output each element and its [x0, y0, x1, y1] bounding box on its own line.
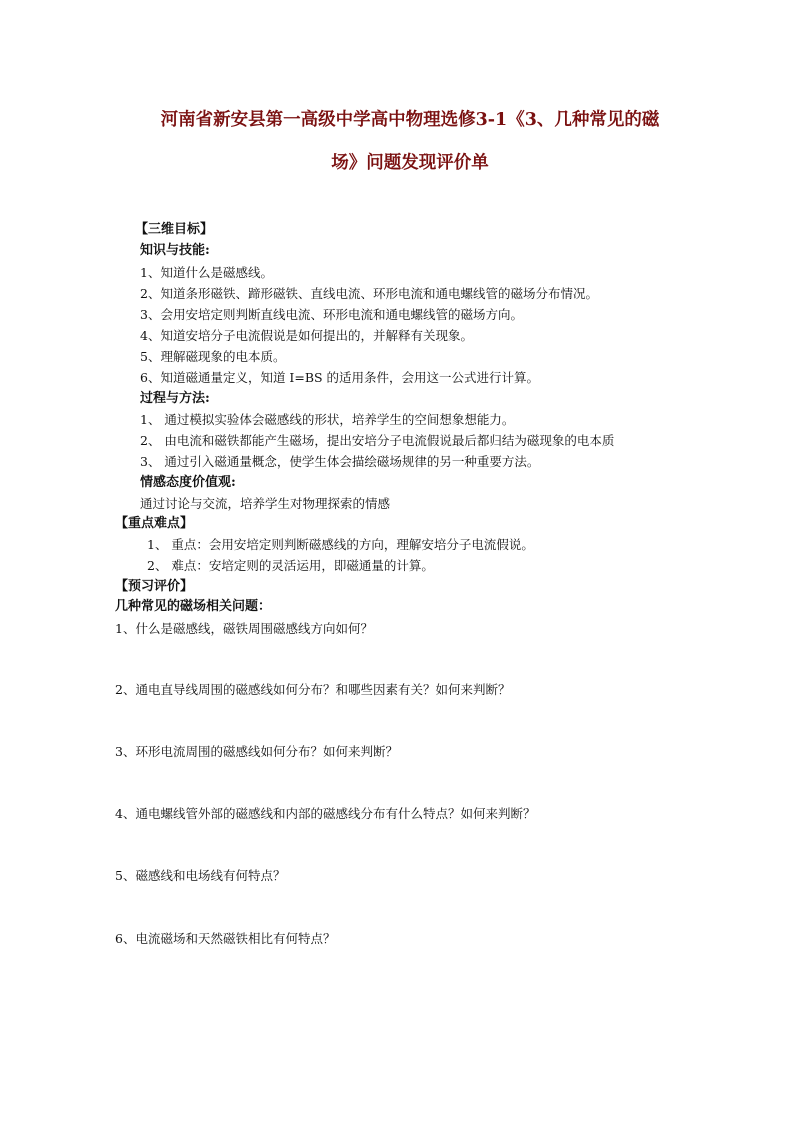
- question-item: 6、电流磁场和天然磁铁相比有何特点？: [115, 931, 336, 946]
- knowledge-item: 4、知道安培分子电流假说是如何提出的，并解释有关现象。: [140, 328, 473, 343]
- questions-heading: 几种常见的磁场相关问题：: [115, 599, 272, 614]
- question-item: 1、什么是磁感线，磁铁周围磁感线方向如何？: [115, 621, 373, 636]
- key-point-item: 2、 难点：安培定则的灵活运用，即磁通量的计算。: [147, 558, 434, 573]
- knowledge-item: 6、知道磁通量定义，知道 I=BS 的适用条件，会用这一公式进行计算。: [140, 370, 540, 385]
- knowledge-heading: 知识与技能:: [140, 243, 210, 258]
- question-item: 2、通电直导线周围的磁感线如何分布？和哪些因素有关？如何来判断？: [115, 682, 511, 697]
- knowledge-item: 2、知道条形磁铁、蹄形磁铁、直线电流、环形电流和通电螺线管的磁场分布情况。: [140, 286, 598, 301]
- process-item: 1、 通过模拟实验体会磁感线的形状，培养学生的空间想象想能力。: [140, 412, 515, 427]
- key-point-item: 1、 重点：会用安培定则判断磁感线的方向，理解安培分子电流假说。: [147, 537, 534, 552]
- preview-heading: 【预习评价】: [115, 579, 194, 594]
- knowledge-item: 3、会用安培定则判断直线电流、环形电流和通电螺线管的磁场方向。: [140, 307, 523, 322]
- process-item: 2、 由电流和磁铁都能产生磁场，提出安培分子电流假说最后都归结为磁现象的电本质: [140, 433, 615, 448]
- document-title-line-2: 场》问题发现评价单: [331, 153, 489, 173]
- attitude-text: 通过讨论与交流，培养学生对物理探索的情感: [140, 496, 391, 511]
- knowledge-item: 1、知道什么是磁感线。: [140, 265, 273, 280]
- question-item: 3、环形电流周围的磁感线如何分布？如何来判断？: [115, 744, 398, 759]
- question-item: 5、磁感线和电场线有何特点？: [115, 868, 286, 883]
- knowledge-item: 5、理解磁现象的电本质。: [140, 349, 286, 364]
- question-item: 4、通电螺线管外部的磁感线和内部的磁感线分布有什么特点？如何来判断？: [115, 806, 536, 821]
- process-item: 3、 通过引入磁通量概念，使学生体会描绘磁场规律的另一种重要方法。: [140, 454, 540, 469]
- key-points-heading: 【重点难点】: [115, 516, 194, 531]
- objectives-heading: 【三维目标】: [135, 222, 214, 237]
- process-heading: 过程与方法:: [140, 391, 210, 406]
- document-title-line-1: 河南省新安县第一高级中学高中物理选修3-1《3、几种常见的磁: [160, 110, 660, 130]
- attitude-heading: 情感态度价值观:: [140, 475, 236, 490]
